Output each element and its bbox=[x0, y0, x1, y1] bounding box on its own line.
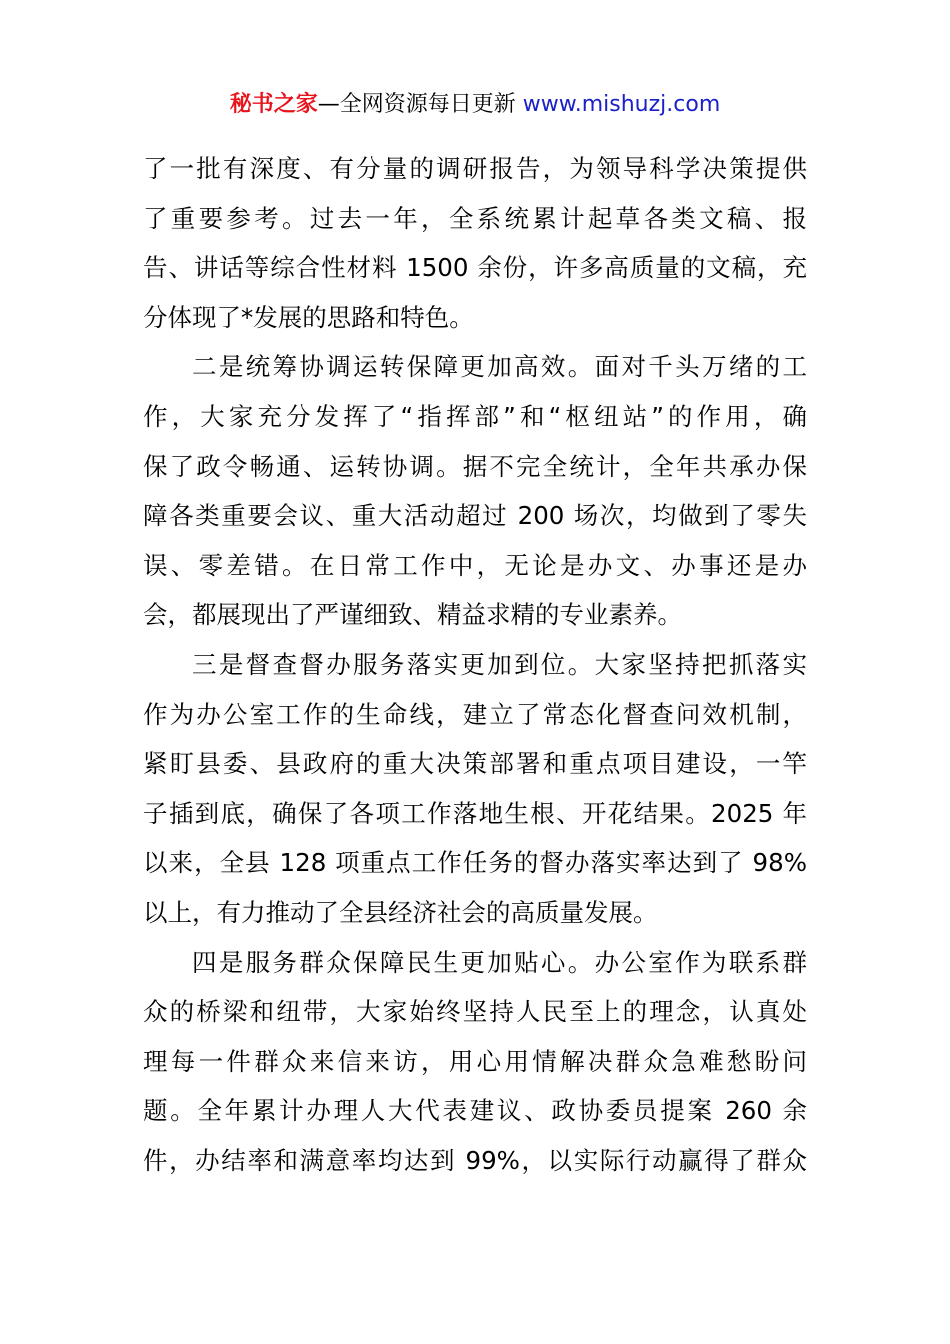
text-line: 作为办公室工作的生命线，建立了常态化督查问效机制， bbox=[143, 699, 807, 729]
document-body bbox=[143, 144, 807, 1185]
text-line: 件，办结率和满意率均达到 99%，以实际行动赢得了群众 bbox=[143, 1145, 807, 1175]
paragraph-2 bbox=[143, 342, 807, 640]
text-line: 会，都展现出了严谨细致、精益求精的专业素养。 bbox=[143, 600, 682, 630]
text-line: 子插到底，确保了各项工作落地生根、开花结果。2025 年 bbox=[143, 798, 807, 828]
site-brand: 秘书之家 bbox=[229, 92, 318, 117]
text-line: 理每一件群众来信来访，用心用情解决群众急难愁盼问 bbox=[143, 1046, 807, 1076]
text-line: 以来，全县 128 项重点工作任务的督办落实率达到了 98% bbox=[143, 848, 807, 878]
text-line: 二是统筹协调运转保障更加高效。面对千头万绪的工 bbox=[192, 352, 807, 382]
paragraph-4 bbox=[143, 938, 807, 1186]
text-line: 以上，有力推动了全县经济社会的高质量发展。 bbox=[143, 897, 658, 927]
paragraph-1 bbox=[143, 144, 807, 342]
text-line: 分体现了*发展的思路和特色。 bbox=[143, 302, 474, 332]
paragraph-3 bbox=[143, 640, 807, 938]
text-line: 四是服务群众保障民生更加贴心。办公室作为联系群 bbox=[192, 947, 807, 977]
text-line: 众的桥梁和纽带，大家始终坚持人民至上的理念，认真处 bbox=[143, 997, 807, 1027]
text-line: 了重要参考。过去一年，全系统累计起草各类文稿、报 bbox=[143, 203, 807, 233]
text-line: 三是督查督办服务落实更加到位。大家坚持把抓落实 bbox=[192, 649, 807, 679]
site-url-link[interactable]: www.mishuzj.com bbox=[522, 92, 721, 117]
text-line: 障各类重要会议、重大活动超过 200 场次，均做到了零失 bbox=[143, 501, 807, 531]
text-line: 告、讲话等综合性材料 1500 余份，许多高质量的文稿，充 bbox=[143, 253, 807, 283]
text-line: 误、零差错。在日常工作中，无论是办文、办事还是办 bbox=[143, 550, 807, 580]
text-line: 了一批有深度、有分量的调研报告，为领导科学决策提供 bbox=[143, 154, 807, 183]
text-line: 题。全年累计办理人大代表建议、政协委员提案 260 余 bbox=[143, 1096, 807, 1126]
site-header bbox=[0, 88, 950, 122]
text-line: 作，大家充分发挥了“指挥部”和“枢纽站”的作用，确 bbox=[143, 401, 807, 431]
site-slogan: —全网资源每日更新 bbox=[317, 92, 523, 117]
text-line: 紧盯县委、县政府的重大决策部署和重点项目建设，一竿 bbox=[143, 749, 807, 779]
text-line: 保了政令畅通、运转协调。据不完全统计，全年共承办保 bbox=[143, 451, 807, 481]
